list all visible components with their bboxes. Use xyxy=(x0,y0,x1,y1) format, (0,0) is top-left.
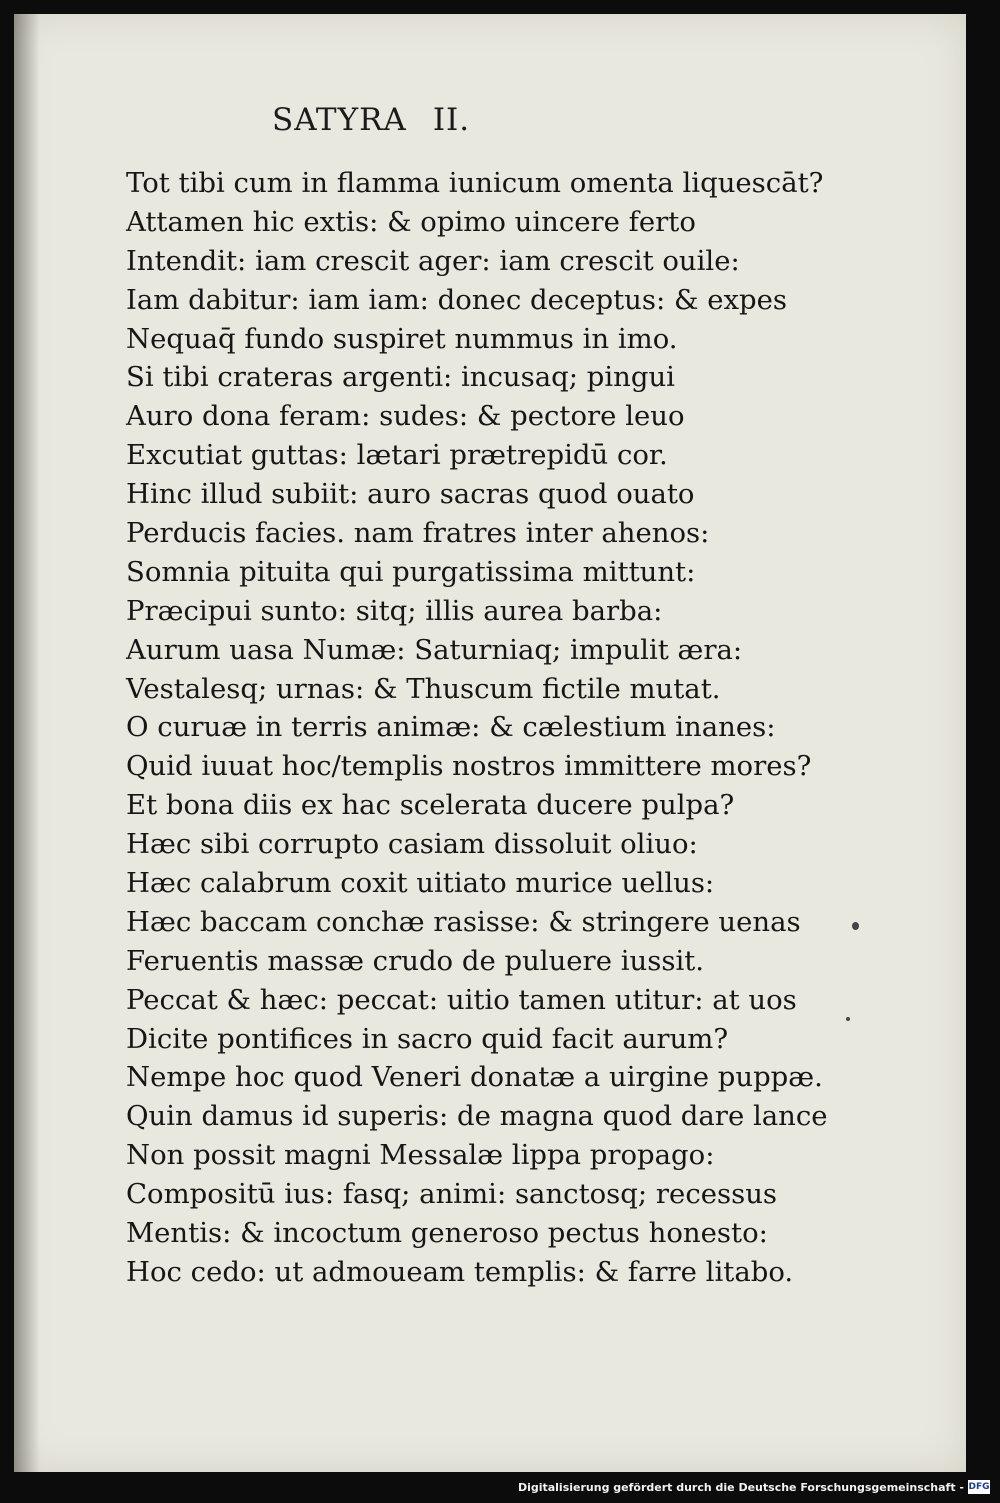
ink-speck xyxy=(852,922,859,930)
verse-line: Nequaq̄ fundo suspiret nummus in imo. xyxy=(126,322,678,355)
verse-line: Non possit magni Messalæ lippa propago: xyxy=(126,1139,715,1172)
verse-line: Auro dona feram: sudes: & pectore leuo xyxy=(126,400,685,433)
verse-line: Iam dabitur: iam iam: donec deceptus: & expes xyxy=(126,283,787,316)
verse-line: Perducis facies. nam fratres inter ahenos: xyxy=(126,517,710,550)
verse-line: Quin damus id superis: de magna quod dare lance xyxy=(126,1100,828,1133)
verse-line: Peccat & hæc: peccat: uitio tamen utitur: at uos xyxy=(126,983,797,1016)
verse-line: Aurum uasa Numæ: Saturniaq; impulit æra: xyxy=(126,633,743,666)
verse-line: Hæc calabrum coxit uitiato murice uellus: xyxy=(126,867,715,900)
verse-line: Feruentis massæ crudo de puluere iussit. xyxy=(126,944,705,977)
verse-line: Tot tibi cum in flamma iunicum omenta liquescāt? xyxy=(126,167,824,199)
verse-line: Dicite pontifices in sacro quid facit aurum? xyxy=(126,1022,729,1055)
page-heading xyxy=(272,102,470,138)
verse-line: Mentis: & incoctum generoso pectus honesto: xyxy=(126,1217,768,1250)
verse-line: Hæc baccam conchæ rasisse: & stringere uenas xyxy=(126,905,801,938)
verse-line: Et bona diis ex hac scelerata ducere pulpa? xyxy=(126,789,735,822)
verse-line: Excutiat guttas: lætari prætrepidū cor. xyxy=(126,439,668,472)
verse-line: Compositū ius: fasq; animi: sanctosq; recessus xyxy=(126,1178,778,1211)
dfg-logo: DFG xyxy=(968,1482,990,1492)
heading-title: SATYRA xyxy=(272,102,407,138)
verse-line: Attamen hic extis: & opimo uincere ferto xyxy=(126,205,696,238)
heading-number: II. xyxy=(432,102,471,138)
verse-line: Hæc sibi corrupto casiam dissoluit oliuo: xyxy=(126,828,698,861)
verse-line: Quid iuuat hoc/templis nostros immittere mores? xyxy=(126,750,812,783)
verse-text xyxy=(126,164,828,1292)
verse-line: Hinc illud subiit: auro sacras quod ouato xyxy=(126,478,695,511)
verse-line: Intendit: iam crescit ager: iam crescit ouile: xyxy=(126,244,740,277)
verse-line: Somnia pituita qui purgatissima mittunt: xyxy=(126,555,696,588)
verse-line: Præcipui sunto: sitq; illis aurea barba: xyxy=(126,594,663,627)
verse-line: O curuæ in terris animæ: & cælestium inanes: xyxy=(126,711,776,744)
ink-speck xyxy=(846,1017,850,1021)
verse-line: Hoc cedo: ut admoueam templis: & farre litabo. xyxy=(126,1255,794,1288)
book-page xyxy=(14,14,966,1472)
digitization-credit: Digitalisierung gefördert durch die Deutsche Forschungsgemeinschaft - xyxy=(517,1481,964,1494)
verse-line: Nempe hoc quod Veneri donatæ a uirgine puppæ. xyxy=(126,1061,823,1094)
verse-line: Si tibi crateras argenti: incusaq; pingui xyxy=(126,361,675,394)
verse-line: Vestalesq; urnas: & Thuscum fictile mutat. xyxy=(126,672,721,705)
